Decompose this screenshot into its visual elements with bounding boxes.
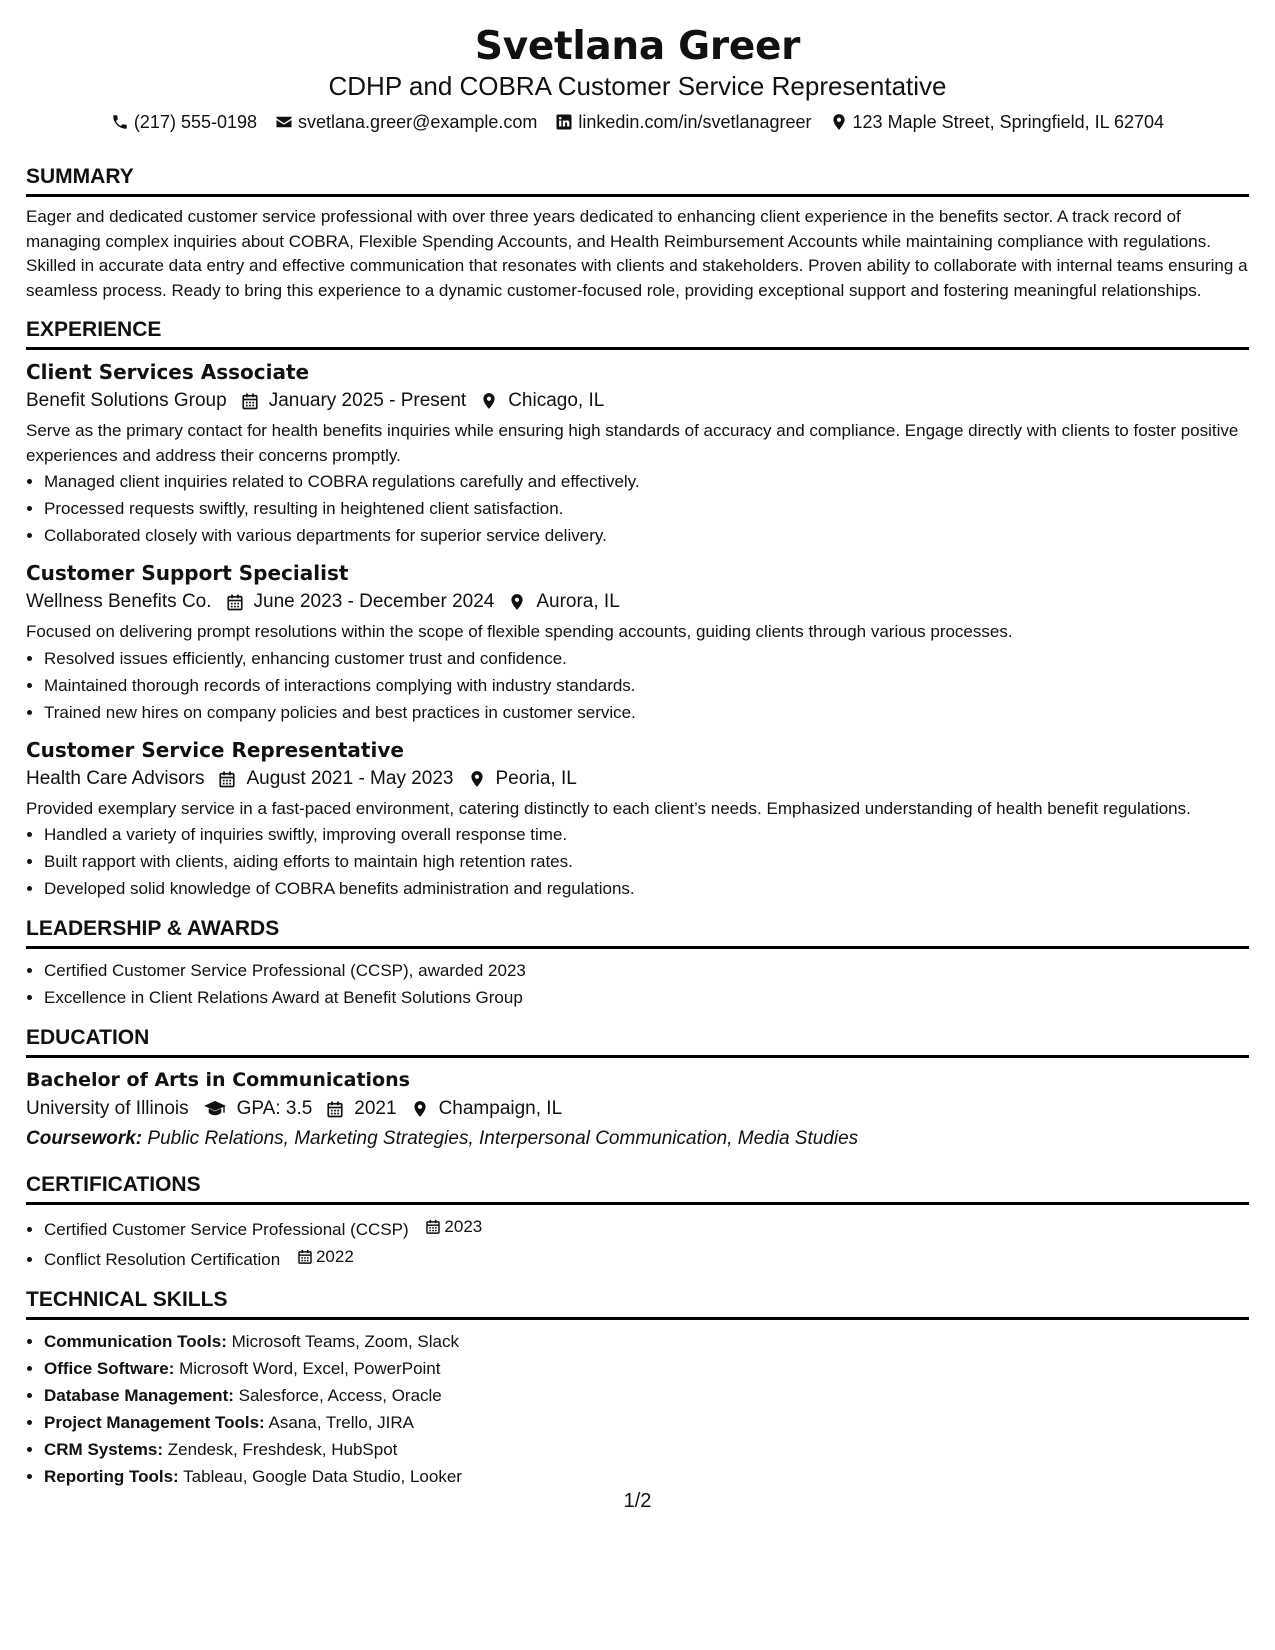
job-role: Customer Support Specialist (26, 561, 349, 585)
list-item (44, 1355, 1249, 1382)
graduation-year: 2021 (354, 1098, 397, 1119)
map-pin-icon (480, 391, 498, 411)
list-item: • Resolved issues efficiently, enhancing customer trust and confidence. (44, 645, 1249, 672)
job-dates: June 2023 - December 2024 (253, 591, 495, 612)
certification-date (425, 1213, 482, 1240)
job-bullets (26, 468, 1249, 549)
section-heading: LEADERSHIP & AWARDS (26, 916, 1249, 949)
contact-linkedin[interactable] (555, 110, 811, 134)
skill-label: CRM Systems: (44, 1440, 164, 1459)
list-item: • Trained new hires on company policies and best practices in customer service. (44, 699, 1249, 726)
certification-year: 2022 (315, 1247, 354, 1266)
job-location: Peoria, IL (495, 767, 577, 789)
summary-section (26, 164, 1249, 303)
degree-title: Bachelor of Arts in Communications (26, 1069, 410, 1091)
map-pin-icon (411, 1099, 429, 1119)
linkedin-icon (555, 113, 573, 131)
phone-icon (111, 113, 129, 131)
job-company: Wellness Benefits Co. (26, 591, 212, 612)
calendar-icon (218, 769, 236, 789)
list-item (44, 1436, 1249, 1463)
job-description: Serve as the primary contact for health benefits inquiries while ensuring high standards of accuracy and compliance. Engage directly with clients to foster positive experiences and address their concerns promptly. (26, 421, 1239, 465)
job-description: Provided exemplary service in a fast-paced environment, catering distinctly to each client’s needs. Emphasized understanding of health benefit regulations. (26, 798, 1191, 818)
list-item: • Certified Customer Service Professional (CCSP), awarded 2023 (44, 957, 1249, 984)
job-meta (26, 587, 1249, 617)
email-link[interactable]: svetlana.greer@example.com (298, 112, 538, 132)
candidate-title: CDHP and COBRA Customer Service Representative (328, 71, 947, 101)
job-bullets (26, 821, 1249, 902)
map-pin-icon (468, 769, 486, 789)
list-item (44, 1243, 1249, 1273)
certification-name: Conflict Resolution Certification (44, 1250, 281, 1269)
school-location: Champaign, IL (438, 1098, 563, 1119)
calendar-icon (326, 1099, 344, 1119)
certifications-list (26, 1213, 1249, 1273)
certifications-section (26, 1172, 1249, 1273)
job-entry (26, 736, 1249, 903)
awards-section (26, 916, 1249, 1011)
envelope-icon (275, 113, 293, 131)
list-item: • Excellence in Client Relations Award at Benefit Solutions Group (44, 984, 1249, 1011)
phone-text: (217) 555-0198 (133, 112, 258, 132)
skills-list (26, 1328, 1249, 1490)
section-heading: SUMMARY (26, 164, 1249, 197)
list-item (44, 1213, 1249, 1243)
skill-value: Microsoft Teams, Zoom, Slack (231, 1332, 459, 1351)
list-item: • Built rapport with clients, aiding efforts to maintain high retention rates. (44, 848, 1249, 875)
address-text: 123 Maple Street, Springfield, IL 62704 (852, 112, 1165, 132)
coursework-line (26, 1124, 1249, 1154)
section-heading: TECHNICAL SKILLS (26, 1287, 1249, 1320)
section-heading: EDUCATION (26, 1025, 1249, 1058)
skill-label: Project Management Tools: (44, 1413, 265, 1432)
list-item: • Maintained thorough records of interactions complying with industry standards. (44, 672, 1249, 699)
list-item: • Developed solid knowledge of COBRA benefits administration and regulations. (44, 875, 1249, 902)
calendar-icon (241, 391, 259, 411)
job-location: Chicago, IL (508, 390, 605, 411)
list-item: • Processed requests swiftly, resulting in heightened client satisfaction. (44, 495, 1249, 522)
education-section (26, 1025, 1249, 1154)
job-description: Focused on delivering prompt resolutions within the scope of flexible spending accounts, guiding clients through various processes. (26, 622, 1013, 641)
linkedin-link[interactable]: linkedin.com/in/svetlanagreer (578, 112, 812, 132)
summary-text: Eager and dedicated customer service professional with over three years dedicated to enhancing client experience in the benefits sector. A track record of managing complex inquiries about COBRA, Flexible Spending Accounts, and Health Reimbursement Accounts while maintaining compliance with regulations. Skilled in accurate data entry and effective communication that resonates with clients and stakeholders. Proven ability to collaborate with internal teams ensuring a seamless process. Ready to bring this experience to a dynamic customer-focused role, providing exceptional support and fostering meaningful relationships. (26, 207, 1248, 300)
job-role: Customer Service Representative (26, 737, 404, 762)
job-company: Health Care Advisors (26, 767, 205, 789)
list-item: • Collaborated closely with various departments for superior service delivery. (44, 522, 1249, 549)
job-entry (26, 559, 1249, 726)
section-heading: EXPERIENCE (26, 317, 1249, 350)
list-item (44, 1382, 1249, 1409)
resume-header (26, 22, 1249, 134)
certification-year: 2023 (444, 1217, 483, 1236)
gpa-text: GPA: 3.5 (236, 1098, 313, 1119)
resume-page (26, 22, 1249, 1490)
list-item (44, 1328, 1249, 1355)
coursework-label: Coursework: (26, 1128, 143, 1149)
job-role: Client Services Associate (26, 360, 310, 384)
awards-list (26, 957, 1249, 1011)
skill-value: Zendesk, Freshdesk, HubSpot (167, 1440, 398, 1459)
job-location: Aurora, IL (536, 591, 620, 612)
skill-label: Reporting Tools: (44, 1467, 179, 1486)
job-bullets (26, 645, 1249, 726)
map-pin-icon (830, 113, 848, 131)
list-item (44, 1463, 1249, 1490)
skill-label: Communication Tools: (44, 1332, 227, 1351)
candidate-name: Svetlana Greer (474, 24, 801, 69)
map-pin-icon (508, 592, 526, 612)
list-item (44, 1409, 1249, 1436)
job-dates: August 2021 - May 2023 (246, 767, 454, 789)
school-name: University of Illinois (26, 1098, 189, 1119)
graduation-cap-icon (203, 1100, 227, 1118)
certification-name: Certified Customer Service Professional (CCSP) (44, 1220, 409, 1239)
calendar-icon (297, 1248, 313, 1265)
section-heading: CERTIFICATIONS (26, 1172, 1249, 1205)
skill-value: Asana, Trello, JIRA (268, 1413, 415, 1432)
job-meta (26, 386, 1249, 416)
page-number: 1/2 (623, 1490, 652, 1512)
job-dates: January 2025 - Present (268, 390, 467, 411)
skill-label: Office Software: (44, 1359, 175, 1378)
skills-section (26, 1287, 1249, 1490)
contact-email[interactable] (275, 110, 537, 134)
skill-value: Tableau, Google Data Studio, Looker (183, 1467, 462, 1486)
education-meta (26, 1094, 1249, 1124)
job-company: Benefit Solutions Group (26, 390, 227, 411)
contact-address (830, 110, 1165, 134)
skill-value: Salesforce, Access, Oracle (238, 1386, 442, 1405)
job-meta (26, 764, 1249, 794)
calendar-icon (425, 1218, 441, 1235)
list-item: • Managed client inquiries related to COBRA regulations carefully and effectively. (44, 468, 1249, 495)
coursework-text: Public Relations, Marketing Strategies, Interpersonal Communication, Media Studies (147, 1128, 859, 1149)
certification-date (297, 1243, 354, 1270)
calendar-icon (226, 592, 244, 612)
experience-section (26, 317, 1249, 902)
contact-row (26, 110, 1249, 134)
skill-label: Database Management: (44, 1386, 234, 1405)
contact-phone (111, 110, 257, 134)
list-item: • Handled a variety of inquiries swiftly, improving overall response time. (44, 821, 1249, 848)
skill-value: Microsoft Word, Excel, PowerPoint (179, 1359, 441, 1378)
job-entry (26, 358, 1249, 549)
